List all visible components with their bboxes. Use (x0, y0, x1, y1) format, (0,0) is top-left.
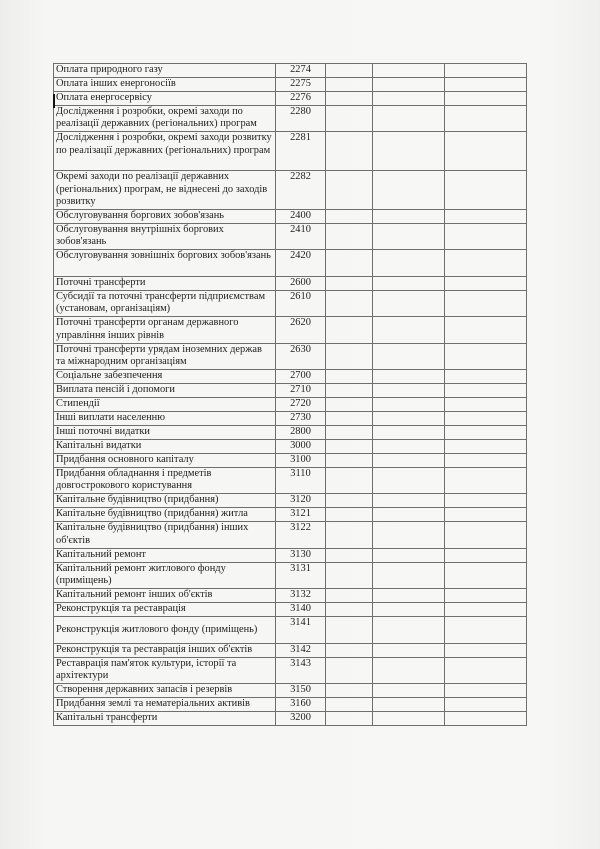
table-row (54, 522, 527, 548)
amount-cell (445, 343, 527, 369)
amount-cell (326, 603, 373, 617)
expense-code-cell: 2280 (276, 106, 326, 132)
table-row (54, 494, 527, 508)
table-row (54, 453, 527, 467)
amount-cell (373, 171, 445, 210)
amount-cell (373, 522, 445, 548)
expense-name-cell: Створення державних запасів і резервів (54, 683, 276, 697)
expense-name-cell: Дослідження і розробки, окремі заходи по реалізації державних (регіональних) програм (54, 106, 276, 132)
amount-cell (373, 657, 445, 683)
expense-name-cell: Інші поточні видатки (54, 425, 276, 439)
amount-cell (326, 369, 373, 383)
amount-cell (445, 64, 527, 78)
expense-code-cell: 2282 (276, 171, 326, 210)
expense-name-cell: Оплата інших енергоносіїв (54, 78, 276, 92)
table-row (54, 369, 527, 383)
expense-code-cell: 2620 (276, 317, 326, 343)
amount-cell (445, 508, 527, 522)
expense-code-cell: 3122 (276, 522, 326, 548)
amount-cell (326, 171, 373, 210)
expense-name-cell: Виплата пенсій і допомоги (54, 383, 276, 397)
expense-name-cell: Обслуговування боргових зобов'язань (54, 209, 276, 223)
amount-cell (373, 603, 445, 617)
table-row (54, 643, 527, 657)
table-row (54, 106, 527, 132)
table-row (54, 64, 527, 78)
table-row (54, 467, 527, 493)
amount-cell (373, 106, 445, 132)
expense-code-cell: 2730 (276, 411, 326, 425)
amount-cell (373, 643, 445, 657)
amount-cell (326, 453, 373, 467)
amount-cell (445, 383, 527, 397)
expense-code-cell: 3100 (276, 453, 326, 467)
amount-cell (373, 397, 445, 411)
amount-cell (326, 617, 373, 643)
amount-cell (373, 683, 445, 697)
expense-name-cell: Соціальне забезпечення (54, 369, 276, 383)
expense-name-cell: Придбання основного капіталу (54, 453, 276, 467)
table-row (54, 343, 527, 369)
amount-cell (326, 276, 373, 290)
amount-cell (373, 209, 445, 223)
amount-cell (373, 250, 445, 276)
amount-cell (326, 92, 373, 106)
amount-cell (445, 617, 527, 643)
expense-name-cell: Поточні трансферти (54, 276, 276, 290)
amount-cell (445, 397, 527, 411)
amount-cell (445, 223, 527, 249)
amount-cell (445, 453, 527, 467)
amount-cell (326, 657, 373, 683)
expense-code-cell: 2600 (276, 276, 326, 290)
amount-cell (445, 209, 527, 223)
amount-cell (326, 697, 373, 711)
amount-cell (326, 467, 373, 493)
amount-cell (326, 250, 373, 276)
amount-cell (373, 494, 445, 508)
expense-name-cell: Поточні трансферти органам державного управління інших рівнів (54, 317, 276, 343)
amount-cell (445, 548, 527, 562)
expense-code-cell: 3140 (276, 603, 326, 617)
expense-code-cell: 2410 (276, 223, 326, 249)
amount-cell (326, 343, 373, 369)
amount-cell (445, 276, 527, 290)
table-row (54, 439, 527, 453)
amount-cell (373, 383, 445, 397)
amount-cell (445, 171, 527, 210)
expense-code-cell: 3120 (276, 494, 326, 508)
table-row (54, 548, 527, 562)
amount-cell (326, 397, 373, 411)
amount-cell (373, 411, 445, 425)
expense-name-cell: Дослідження і розробки, окремі заходи розвитку по реалізації державних (регіональних) програм (54, 132, 276, 171)
amount-cell (445, 603, 527, 617)
amount-cell (326, 508, 373, 522)
expense-code-cell: 3131 (276, 562, 326, 588)
expense-code-cell: 2400 (276, 209, 326, 223)
amount-cell (373, 343, 445, 369)
amount-cell (445, 250, 527, 276)
expense-code-cell: 3160 (276, 697, 326, 711)
amount-cell (326, 562, 373, 588)
amount-cell (373, 92, 445, 106)
expense-name-cell: Окремі заходи по реалізації державних (регіональних) програм, не віднесені до заходів розвитку (54, 171, 276, 210)
amount-cell (445, 711, 527, 725)
amount-cell (326, 383, 373, 397)
amount-cell (373, 548, 445, 562)
expense-name-cell: Реконструкція та реставрація (54, 603, 276, 617)
expense-code-cell: 3150 (276, 683, 326, 697)
amount-cell (445, 106, 527, 132)
expense-code-cell: 2720 (276, 397, 326, 411)
amount-cell (445, 78, 527, 92)
expense-name-cell: Придбання землі та нематеріальних активів (54, 697, 276, 711)
table-row (54, 617, 527, 643)
expense-name-cell: Капітальні трансферти (54, 711, 276, 725)
expense-code-cell: 2710 (276, 383, 326, 397)
expense-name-cell: Реставрація пам'яток культури, історії та архітектури (54, 657, 276, 683)
amount-cell (326, 683, 373, 697)
amount-cell (445, 494, 527, 508)
table-row (54, 171, 527, 210)
expense-code-cell: 2420 (276, 250, 326, 276)
margin-mark (53, 94, 55, 108)
table-row (54, 276, 527, 290)
amount-cell (326, 522, 373, 548)
amount-cell (445, 369, 527, 383)
amount-cell (373, 317, 445, 343)
amount-cell (373, 78, 445, 92)
expense-name-cell: Капітальний ремонт (54, 548, 276, 562)
expense-name-cell: Інші виплати населенню (54, 411, 276, 425)
amount-cell (373, 369, 445, 383)
expense-name-cell: Реконструкція та реставрація інших об'єктів (54, 643, 276, 657)
amount-cell (373, 617, 445, 643)
amount-cell (445, 317, 527, 343)
amount-cell (373, 711, 445, 725)
table-row (54, 250, 527, 276)
amount-cell (445, 589, 527, 603)
expense-code-cell: 2281 (276, 132, 326, 171)
table-row (54, 209, 527, 223)
amount-cell (445, 439, 527, 453)
table-row (54, 223, 527, 249)
expense-code-cell: 2275 (276, 78, 326, 92)
amount-cell (373, 508, 445, 522)
amount-cell (326, 223, 373, 249)
amount-cell (326, 209, 373, 223)
expense-code-cell: 3121 (276, 508, 326, 522)
table-row (54, 425, 527, 439)
expense-name-cell: Обслуговування зовнішніх боргових зобов'язань (54, 250, 276, 276)
amount-cell (326, 64, 373, 78)
amount-cell (445, 657, 527, 683)
amount-cell (326, 439, 373, 453)
expense-code-cell: 3200 (276, 711, 326, 725)
expense-name-cell: Реконструкція житлового фонду (приміщень) (54, 617, 276, 643)
amount-cell (445, 411, 527, 425)
amount-cell (373, 453, 445, 467)
table-row (54, 397, 527, 411)
expense-name-cell: Стипендії (54, 397, 276, 411)
amount-cell (373, 562, 445, 588)
amount-cell (445, 290, 527, 316)
table-row (54, 290, 527, 316)
amount-cell (326, 425, 373, 439)
expense-name-cell: Капітальне будівництво (придбання) (54, 494, 276, 508)
amount-cell (326, 132, 373, 171)
amount-cell (373, 697, 445, 711)
amount-cell (445, 132, 527, 171)
table-row (54, 589, 527, 603)
table-row (54, 411, 527, 425)
table-row (54, 603, 527, 617)
expense-code-cell: 3110 (276, 467, 326, 493)
amount-cell (445, 522, 527, 548)
amount-cell (326, 411, 373, 425)
table-row (54, 562, 527, 588)
amount-cell (326, 106, 373, 132)
amount-cell (326, 290, 373, 316)
amount-cell (326, 494, 373, 508)
amount-cell (373, 439, 445, 453)
expense-code-cell: 3132 (276, 589, 326, 603)
amount-cell (373, 64, 445, 78)
budget-classification-table (53, 63, 527, 726)
amount-cell (373, 276, 445, 290)
expense-name-cell: Капітальний ремонт житлового фонду (приміщень) (54, 562, 276, 588)
amount-cell (373, 132, 445, 171)
expense-name-cell: Обслуговування внутрішніх боргових зобов'язань (54, 223, 276, 249)
table-row (54, 508, 527, 522)
table-row (54, 92, 527, 106)
amount-cell (445, 467, 527, 493)
amount-cell (326, 78, 373, 92)
expense-name-cell: Капітальне будівництво (придбання) інших об'єктів (54, 522, 276, 548)
amount-cell (445, 683, 527, 697)
amount-cell (326, 317, 373, 343)
amount-cell (373, 589, 445, 603)
expense-name-cell: Оплата енергосервісу (54, 92, 276, 106)
expense-name-cell: Капітальний ремонт інших об'єктів (54, 589, 276, 603)
table-row (54, 317, 527, 343)
table-row (54, 697, 527, 711)
expense-code-cell: 2610 (276, 290, 326, 316)
amount-cell (373, 290, 445, 316)
table-row (54, 383, 527, 397)
expense-name-cell: Оплата природного газу (54, 64, 276, 78)
table-body (54, 64, 527, 726)
expense-code-cell: 2276 (276, 92, 326, 106)
amount-cell (326, 643, 373, 657)
amount-cell (373, 425, 445, 439)
expense-code-cell: 2274 (276, 64, 326, 78)
amount-cell (373, 223, 445, 249)
amount-cell (445, 425, 527, 439)
expense-code-cell: 2630 (276, 343, 326, 369)
expense-name-cell: Капітальне будівництво (придбання) житла (54, 508, 276, 522)
expense-code-cell: 2700 (276, 369, 326, 383)
amount-cell (445, 562, 527, 588)
amount-cell (326, 548, 373, 562)
expense-code-cell: 3000 (276, 439, 326, 453)
table-row (54, 78, 527, 92)
table-row (54, 711, 527, 725)
amount-cell (326, 589, 373, 603)
amount-cell (326, 711, 373, 725)
expense-name-cell: Поточні трансферти урядам іноземних держав та міжнародним організаціям (54, 343, 276, 369)
expense-name-cell: Субсидії та поточні трансферти підприємствам (установам, організаціям) (54, 290, 276, 316)
expense-code-cell: 2800 (276, 425, 326, 439)
expense-code-cell: 3130 (276, 548, 326, 562)
amount-cell (445, 643, 527, 657)
table-row (54, 132, 527, 171)
amount-cell (445, 697, 527, 711)
amount-cell (445, 92, 527, 106)
expense-name-cell: Капітальні видатки (54, 439, 276, 453)
table-row (54, 657, 527, 683)
amount-cell (373, 467, 445, 493)
table-row (54, 683, 527, 697)
expense-name-cell: Придбання обладнання і предметів довгострокового користування (54, 467, 276, 493)
expense-code-cell: 3143 (276, 657, 326, 683)
expense-code-cell: 3142 (276, 643, 326, 657)
expense-code-cell: 3141 (276, 617, 326, 643)
